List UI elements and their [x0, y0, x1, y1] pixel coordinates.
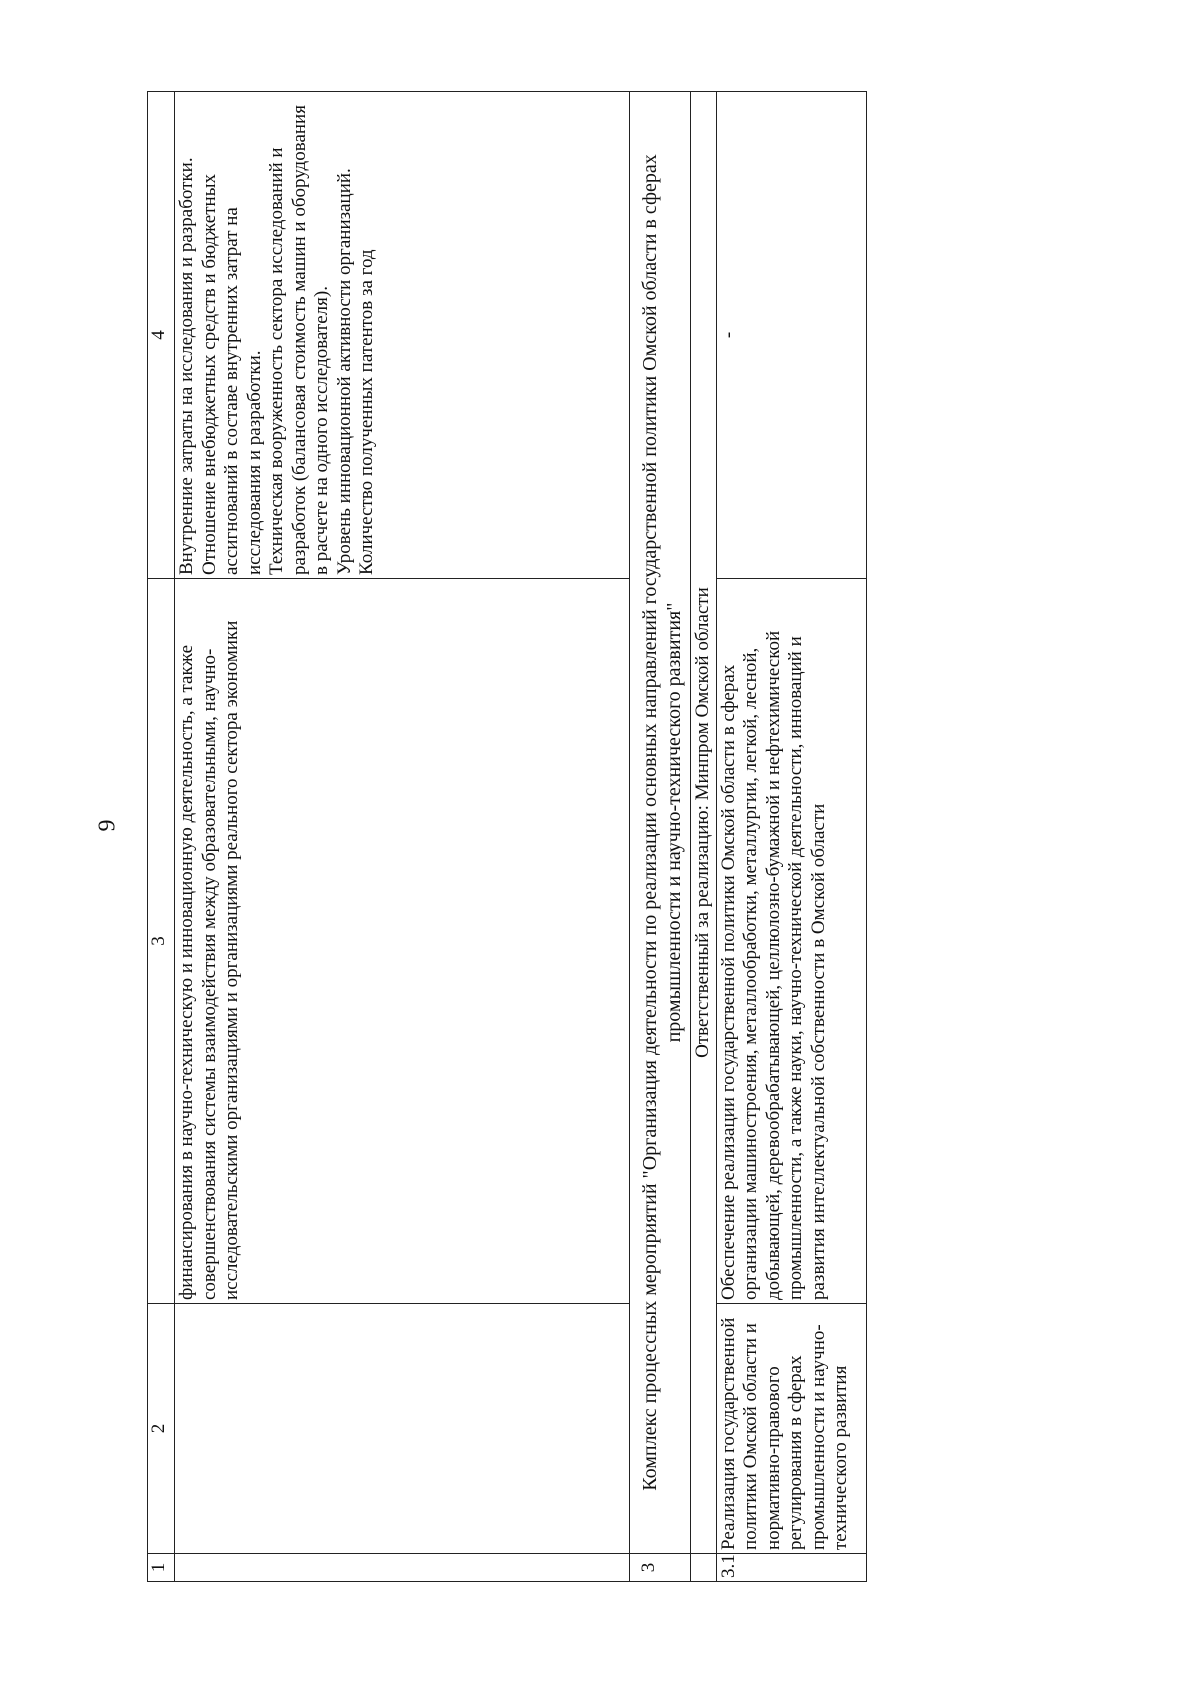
item-description: Обеспечение реализации государственной политики Омской области в сферах организации машиностроения, металлообработки, металлургии, легкой, лесной, добывающей, деревообрабатывающей, целлюлозно-бумажной и нефтехимической промышленности, а также науки, научно-технической деятельности, инноваций и развития интеллектуальной собственности в Омской области: [716, 579, 866, 1304]
item-row: [716, 92, 866, 1582]
continuation-task-cell: [175, 1304, 630, 1554]
responsible-row: [691, 92, 717, 1582]
section-row: [630, 92, 691, 1582]
section-title: Комплекс процессных мероприятий "Организация деятельности по реализации основных направлений государственной политики Омской области в сферах промышленности и научно-технического развития": [630, 92, 691, 1554]
header-col-4: 4: [148, 92, 175, 579]
continuation-description-cell: финансирования в научно-техническую и инновационную деятельность, а также совершенствования системы взаимодействия между образовательными, научно-исследовательскими организациями и организациями реального сектора экономики: [175, 579, 630, 1304]
rotated-table-content: [147, 92, 851, 1582]
indicator-line: Количество полученных патентов за год: [356, 249, 377, 575]
indicator-line: Отношение внебюджетных средств и бюджетных ассигнований в составе внутренних затрат на исследования и разработки.: [198, 174, 265, 575]
header-row: [148, 92, 175, 1582]
continuation-indicators-cell: [175, 92, 630, 579]
item-task: Реализация государственной политики Омской области и нормативно-правового регулирования в сферах промышленности и научно-технического развития: [716, 1304, 866, 1554]
item-number: 3.1: [716, 1554, 866, 1582]
continuation-num-cell: [175, 1554, 630, 1582]
header-col-2: 2: [148, 1304, 175, 1554]
responsible-num-cell: [691, 1554, 717, 1582]
indicator-line: Внутренние затраты на исследования и разработки.: [176, 157, 197, 575]
item-indicator: -: [716, 92, 866, 579]
header-col-3: 3: [148, 579, 175, 1304]
program-table: [147, 91, 867, 1582]
rotated-table-frame: [147, 92, 851, 1582]
indicator-line: Уровень инновационной активности организаций.: [333, 168, 355, 575]
page-number: 9: [94, 819, 121, 832]
section-number: 3: [630, 1554, 691, 1582]
indicator-line: Техническая вооруженность сектора исследований и разработок (балансовая стоимость машин и оборудования в расчете на одного исследователя).: [266, 105, 332, 575]
header-col-1: 1: [148, 1554, 175, 1582]
continuation-row: [175, 92, 630, 1582]
responsible-text: Ответственный за реализацию: Минпром Омской области: [691, 92, 717, 1554]
